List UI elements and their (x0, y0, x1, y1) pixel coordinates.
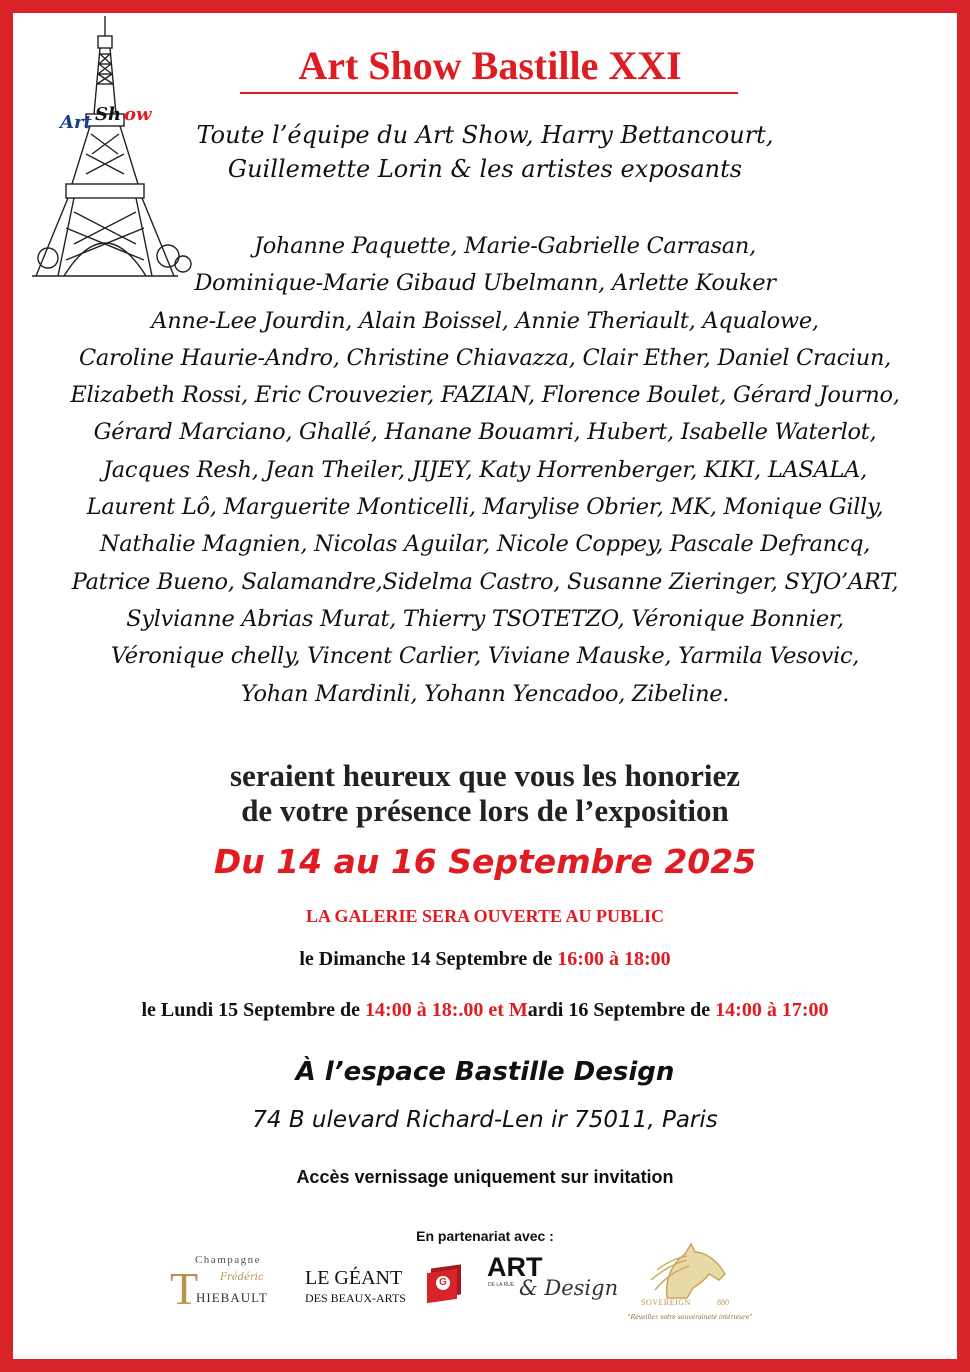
tuesday-prefix: ardi 16 Septembre de (527, 999, 716, 1021)
artists-line: Sylvianne Abrias Murat, Thierry TSOTETZO, Véronique Bonnier, (126, 605, 844, 632)
exhibition-dates: Du 14 au 16 Septembre 2025 (213, 842, 757, 881)
thiebault-name: HIEBAULT (196, 1290, 268, 1305)
sovereign-year: 880 (717, 1298, 729, 1307)
venue-name: À l’espace Bastille Design (295, 1057, 675, 1087)
thiebault-champagne: Champagne (194, 1254, 262, 1266)
intro-line: Guillemette Lorin & les artistes exposants (227, 155, 743, 183)
access-notice: Accès vernissage uniquement sur invitation (296, 1167, 674, 1187)
tuesday-time: 14:00 à 17:00 (715, 999, 829, 1021)
artists-line: Gérard Marciano, Ghallé, Hanane Bouamri, Hubert, Isabelle Waterlot, (93, 419, 877, 446)
logo-text-art: Art (60, 112, 92, 133)
title-underline (240, 92, 738, 94)
artists-line: Yohan Mardinli, Yohann Yencadoo, Zibeline. (240, 680, 730, 707)
artists-line: Nathalie Magnien, Nicolas Aguilar, Nicole Coppey, Pascale Defrancq, (99, 531, 871, 558)
artists-line: Anne-Lee Jourdin, Alain Boissel, Annie Theriault, Aqualowe, (151, 307, 819, 334)
venue-address: 74 B ulevard Richard-Len ir 75011, Paris (252, 1107, 718, 1133)
thiebault-logo (170, 1254, 285, 1324)
horse-head-icon (647, 1240, 731, 1300)
artists-line: Véronique chelly, Vincent Carlier, Viviane Mauske, Yarmila Vesovic, (110, 643, 860, 670)
monday-prefix: le Lundi 15 Septembre de (141, 999, 366, 1021)
art-design-logo (485, 1252, 620, 1324)
artists-line: Patrice Bueno, Salamandre,Sidelma Castro, Susanne Zieringer, SYJO’ART, (71, 568, 899, 595)
logo-text-sh: Sh (95, 104, 122, 125)
geant-line1: LE GÉANT (305, 1267, 403, 1289)
sunday-prefix: le Dimanche 14 Septembre de (299, 948, 558, 970)
intro-text (180, 118, 790, 186)
art-design-design: & Design (519, 1276, 619, 1300)
artists-line: Jacques Resh, Jean Theiler, JIJEY, Katy Horrenberger, KIKI, LASALA, (103, 456, 867, 483)
thiebault-script: Frédéric (220, 1272, 264, 1283)
thiebault-initial: T (170, 1263, 199, 1314)
geant-mark: G (436, 1276, 450, 1290)
artists-line: Johanne Paquette, Marie-Gabrielle Carrasan, (254, 233, 756, 259)
geant-line2: DES BEAUX-ARTS (305, 1291, 406, 1305)
logo-text-ow: ow (124, 104, 152, 125)
sunday-hours (0, 947, 970, 971)
artists-line: Caroline Haurie-Andro, Christine Chiavazza, Clair Ether, Daniel Craciun, (78, 344, 891, 371)
honor-line: seraient heureux que vous les honoriez (229, 758, 741, 793)
page-title: Art Show Bastille XXI (298, 43, 682, 88)
artists-line: Laurent Lô, Marguerite Monticelli, Marylise Obrier, MK, Monique Gilly, (86, 494, 884, 521)
sovereign-name: SOVEREIGN (641, 1298, 691, 1307)
sovereign-tagline: "Réveillez votre souveraineté intérieure" (627, 1314, 753, 1321)
art-design-small: DE LA RUE (488, 1282, 515, 1288)
sovereign-logo (625, 1240, 755, 1332)
artists-list (40, 228, 930, 713)
sunday-time: 16:00 à 18:00 (557, 948, 671, 970)
weekday-hours (0, 998, 970, 1022)
intro-line: Toute l’équipe du Art Show, Harry Bettancourt, (196, 121, 774, 149)
honor-line: de votre présence lors de l’exposition (241, 793, 729, 828)
honor-text (0, 758, 970, 828)
artists-line: Dominique-Marie Gibaud Ubelmann, Arlette Kouker (194, 270, 776, 297)
artists-line: Elizabeth Rossi, Eric Crouvezier, FAZIAN, Florence Boulet, Gérard Journo, (70, 382, 900, 409)
art-design-art: ART (487, 1252, 543, 1282)
partners-label: En partenariat avec : (416, 1228, 554, 1244)
gallery-open-notice: LA GALERIE SERA OUVERTE AU PUBLIC (306, 906, 664, 926)
monday-time: 14:00 à 18:.00 et M (365, 999, 528, 1021)
geant-beaux-arts-logo (305, 1263, 470, 1313)
